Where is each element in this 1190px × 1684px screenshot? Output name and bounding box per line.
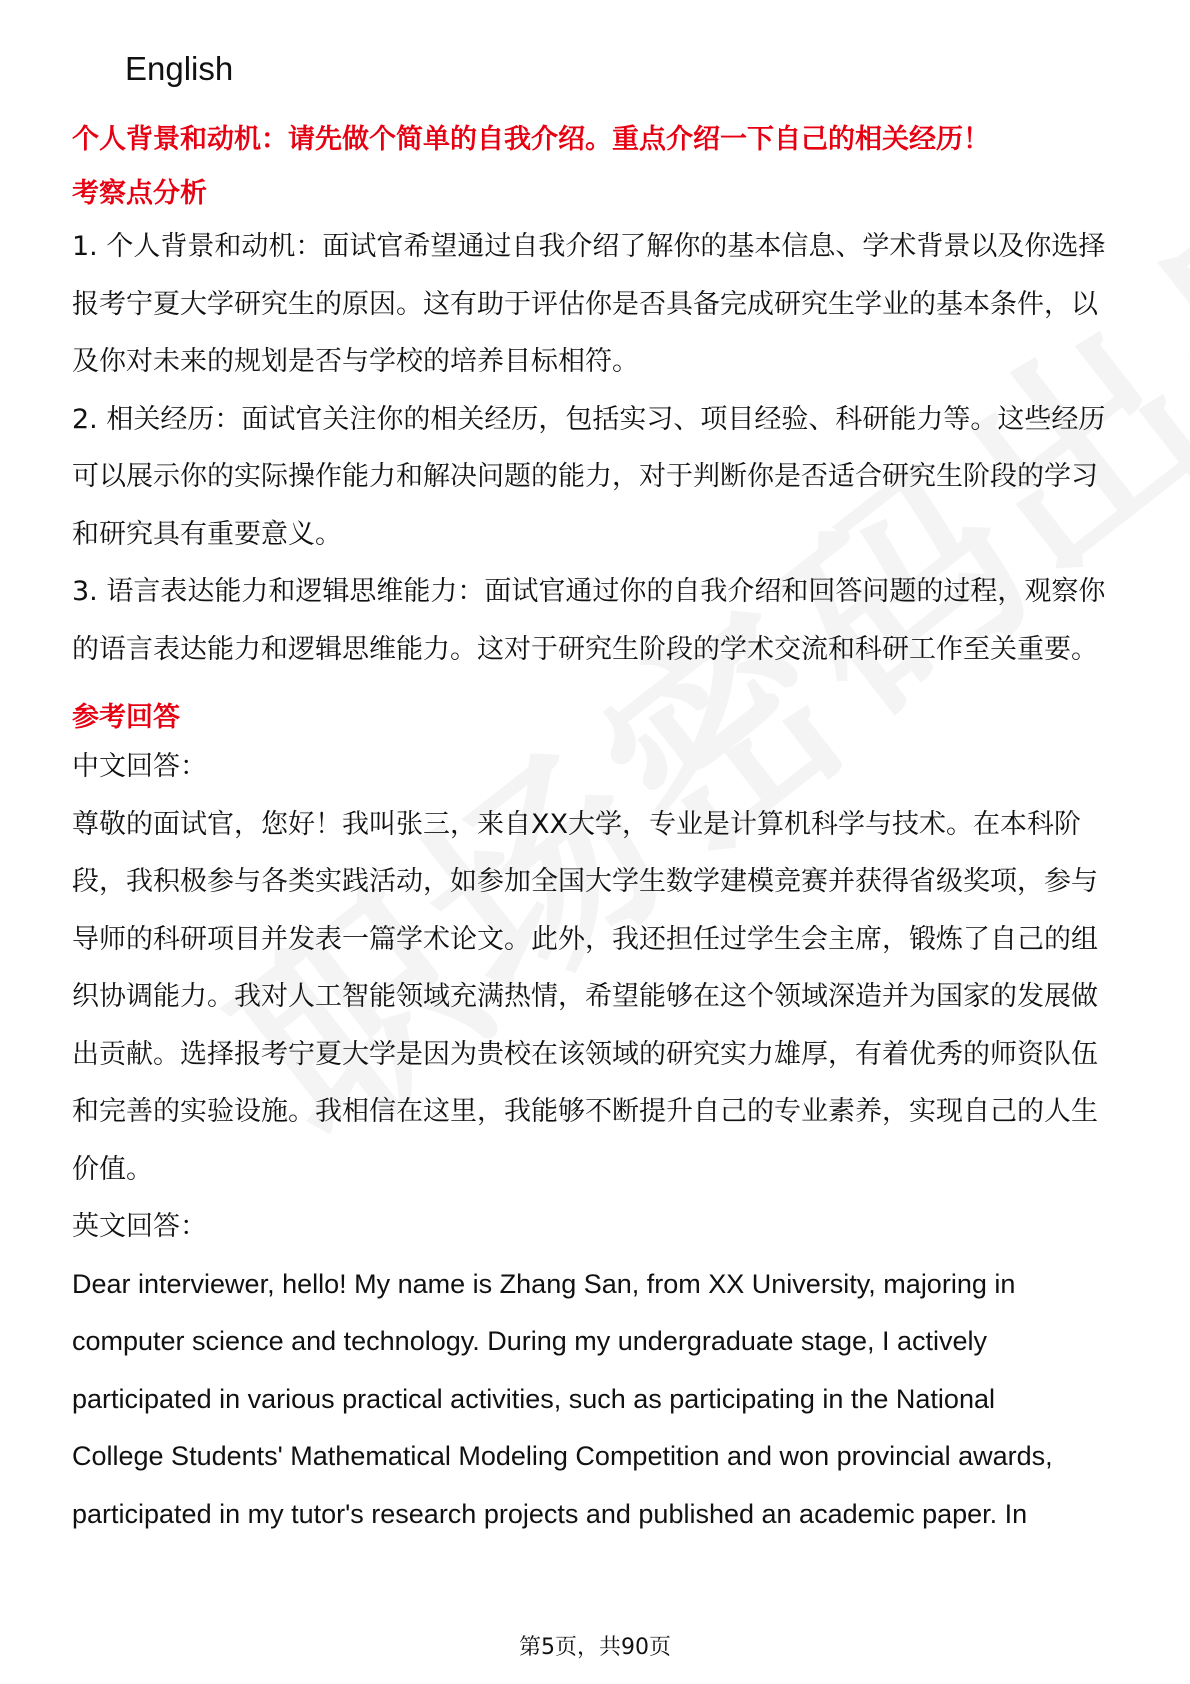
english-answer-line: College Students' Mathematical Modeling Competition and won provincial awards,	[72, 1441, 1053, 1471]
analysis-point-2: 2. 相关经历：面试官关注你的相关经历，包括实习、项目经验、科研能力等。这些经历可以展示你的实际操作能力和解决问题的能力，对于判断你是否适合研究生阶段的学习和研究具有重要意义。	[72, 403, 1106, 550]
chinese-answer-label: 中文回答：	[72, 751, 207, 782]
analysis-point-3: 3. 语言表达能力和逻辑思维能力：面试官通过你的自我介绍和回答问题的过程，观察你的语言表达能力和逻辑思维能力。这对于研究生阶段的学术交流和科研工作至关重要。	[72, 576, 1106, 665]
question-heading: 个人背景和动机：请先做个简单的自我介绍。重点介绍一下自己的相关经历！	[72, 124, 990, 155]
english-answer-line: participated in my tutor's research projects and published an academic paper. In	[72, 1498, 1028, 1529]
analysis-heading: 考察点分析	[72, 178, 207, 209]
english-answer-line: computer science and technology. During my undergraduate stage, I actively	[72, 1326, 988, 1356]
english-answer-line: Dear interviewer, hello! My name is Zhang San, from XX University, majoring in	[72, 1268, 1016, 1299]
answer-heading: 参考回答	[72, 702, 180, 733]
language-label: English	[125, 50, 234, 87]
page-number: 第5页，共90页	[519, 1635, 671, 1660]
content	[72, 120, 1122, 1543]
english-answer-line: participated in various practical activities, such as participating in the National	[72, 1383, 995, 1414]
english-answer-text	[72, 1256, 1122, 1544]
analysis-point-1: 1. 个人背景和动机：面试官希望通过自我介绍了解你的基本信息、学术背景以及你选择报考宁夏大学研究生的原因。这有助于评估你是否具备完成研究生学业的基本条件，以及你对未来的规划是否与学校的培养目标相符。	[72, 231, 1106, 377]
chinese-answer-text: 尊敬的面试官，您好！我叫张三，来自XX大学，专业是计算机科学与技术。在本科阶段，我积极参与各类实践活动，如参加全国大学生数学建模竞赛并获得省级奖项，参与导师的科研项目并发表一篇学术论文。此外，我还担任过学生会主席，锻炼了自己的组织协调能力。我对人工智能领域充满热情，希望能够在这个领域深造并为国家的发展做出贡献。选择报考宁夏大学是因为贵校在该领域的研究实力雄厚，有着优秀的师资队伍和完善的实验设施。我相信在这里，我能够不断提升自己的专业素养，实现自己的人生价值。	[72, 808, 1098, 1185]
english-answer-label: 英文回答：	[72, 1211, 207, 1242]
